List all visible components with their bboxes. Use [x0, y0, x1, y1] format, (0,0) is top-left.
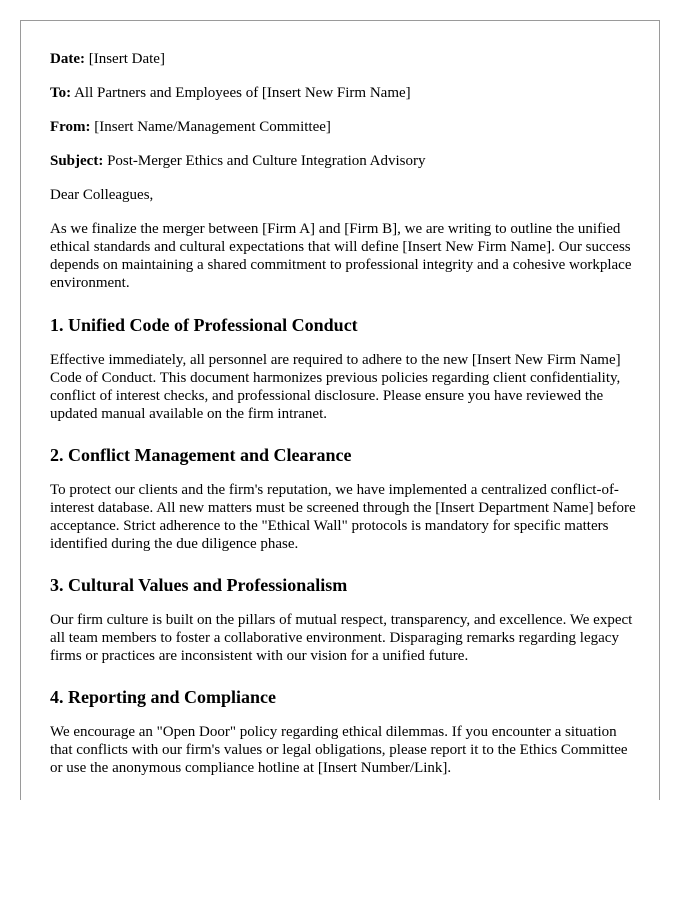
section-1-body: Effective immediately, all personnel are required to adhere to the new [Insert New Firm Name] Code of Conduct. This document harmonizes previous policies regarding client confidentiality, conflict of interest checks, and professional disclosure. Please ensure you have reviewed the updated manual available on the firm intranet. — [50, 352, 621, 422]
to-value: All Partners and Employees of [Insert New Firm Name] — [74, 85, 411, 101]
section-2-heading: 2. Conflict Management and Clearance — [50, 445, 352, 465]
to-line — [50, 84, 638, 102]
salutation: Dear Colleagues, — [50, 187, 154, 203]
letter-page — [20, 20, 660, 800]
section-3-body: Our firm culture is built on the pillars of mutual respect, transparency, and excellence. We expect all team members to foster a collaborative environment. Disparaging remarks regarding legacy firms or practices are inconsistent with our vision for a unified future. — [50, 612, 633, 664]
subject-label: Subject: — [50, 153, 104, 169]
from-label: From: — [50, 119, 91, 135]
section-2-body: To protect our clients and the firm's reputation, we have implemented a centralized conflict-of-interest database. All new matters must be screened through the [Insert Department Name] before acceptance. Strict adherence to the "Ethical Wall" protocols is mandatory for specific matters identified during the due diligence phase. — [50, 482, 636, 552]
section-4-heading: 4. Reporting and Compliance — [50, 687, 277, 707]
section-3-heading: 3. Cultural Values and Professionalism — [50, 575, 348, 595]
from-value: [Insert Name/Management Committee] — [94, 119, 331, 135]
date-value: [Insert Date] — [88, 51, 165, 67]
section-4-body: We encourage an "Open Door" policy regarding ethical dilemmas. If you encounter a situation that conflicts with our firm's values or legal obligations, please report it to the Ethics Committee or use the anonymous compliance hotline at [Insert Number/Link]. — [50, 724, 628, 776]
intro-paragraph: As we finalize the merger between [Firm A] and [Firm B], we are writing to outline the unified ethical standards and cultural expectations that will define [Insert New Firm Name]. Our success depends on maintaining a shared commitment to professional integrity and a cohesive workplace environment. — [50, 221, 632, 291]
to-label: To: — [50, 85, 72, 101]
date-line — [50, 50, 638, 68]
date-label: Date: — [50, 51, 85, 67]
from-line — [50, 118, 638, 136]
subject-line — [50, 152, 638, 170]
section-1-heading: 1. Unified Code of Professional Conduct — [50, 315, 358, 335]
subject-value: Post-Merger Ethics and Culture Integration Advisory — [107, 153, 426, 169]
letter-content — [50, 50, 638, 793]
